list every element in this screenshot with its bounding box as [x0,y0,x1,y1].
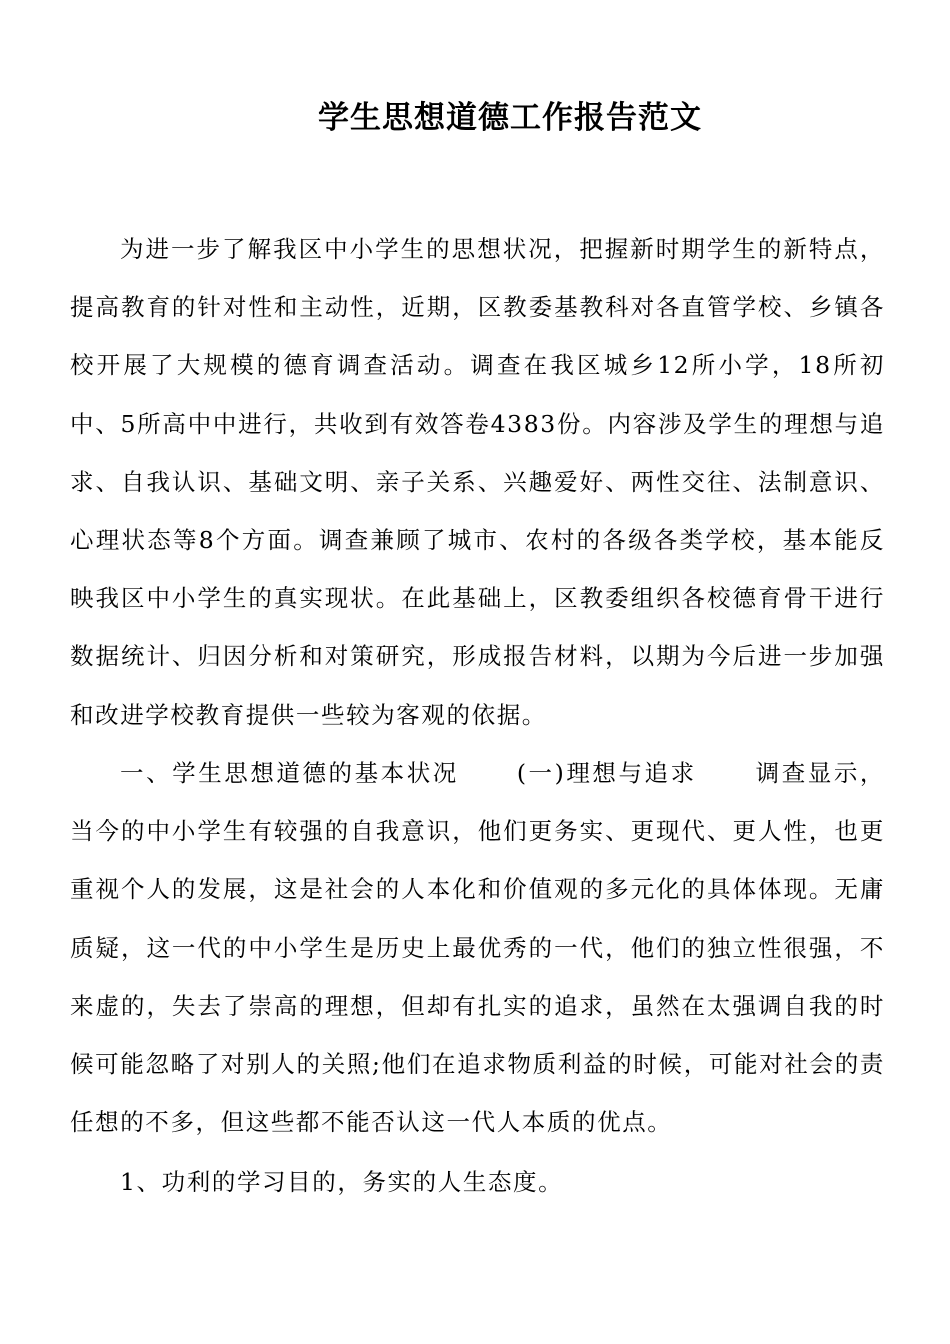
list-item-1: 1、功利的学习目的，务实的人生态度。 [120,1168,564,1196]
intro-paragraph: 为进一步了解我区中小学生的思想状况，把握新时期学生的新特点，提高教育的针对性和主动性，近期，区教委基教科对各直管学校、乡镇各校开展了大规模的德育调查活动。调查在我区城乡12所小学，18所初中、5所高中中进行，共收到有效答卷4383份。内容涉及学生的理想与追求、自我认识、基础文明、亲子关系、兴趣爱好、两性交往、法制意识、心理状态等8个方面。调查兼顾了城市、农村的各级各类学校，基本能反映我区中小学生的真实现状。在此基础上，区教委组织各校德育骨干进行数据统计、归因分析和对策研究，形成报告材料，以期为今后进一步加强和改进学校教育提供一些较为客观的依据。 [70,235,885,729]
section-paragraph [70,744,885,1151]
section-heading: 一、学生思想道德的基本状况 [120,759,459,787]
section-body-text: 调查显示，当今的中小学生有较强的自我意识，他们更务实、更现代、更人性，也更重视个人的发展，这是社会的人本化和价值观的多元化的具体体现。无庸质疑，这一代的中小学生是历史上最优秀的一代，他们的独立性很强，不来虚的，失去了崇高的理想，但却有扎实的追求，虽然在太强调自我的时候可能忽略了对别人的关照;他们在追求物质利益的时候，可能对社会的责任想的不多，但这些都不能否认这一代人本质的优点。 [70,759,885,1137]
document-title: 学生思想道德工作报告范文 [318,100,702,136]
subsection-heading: (一)理想与追求 [516,759,697,787]
